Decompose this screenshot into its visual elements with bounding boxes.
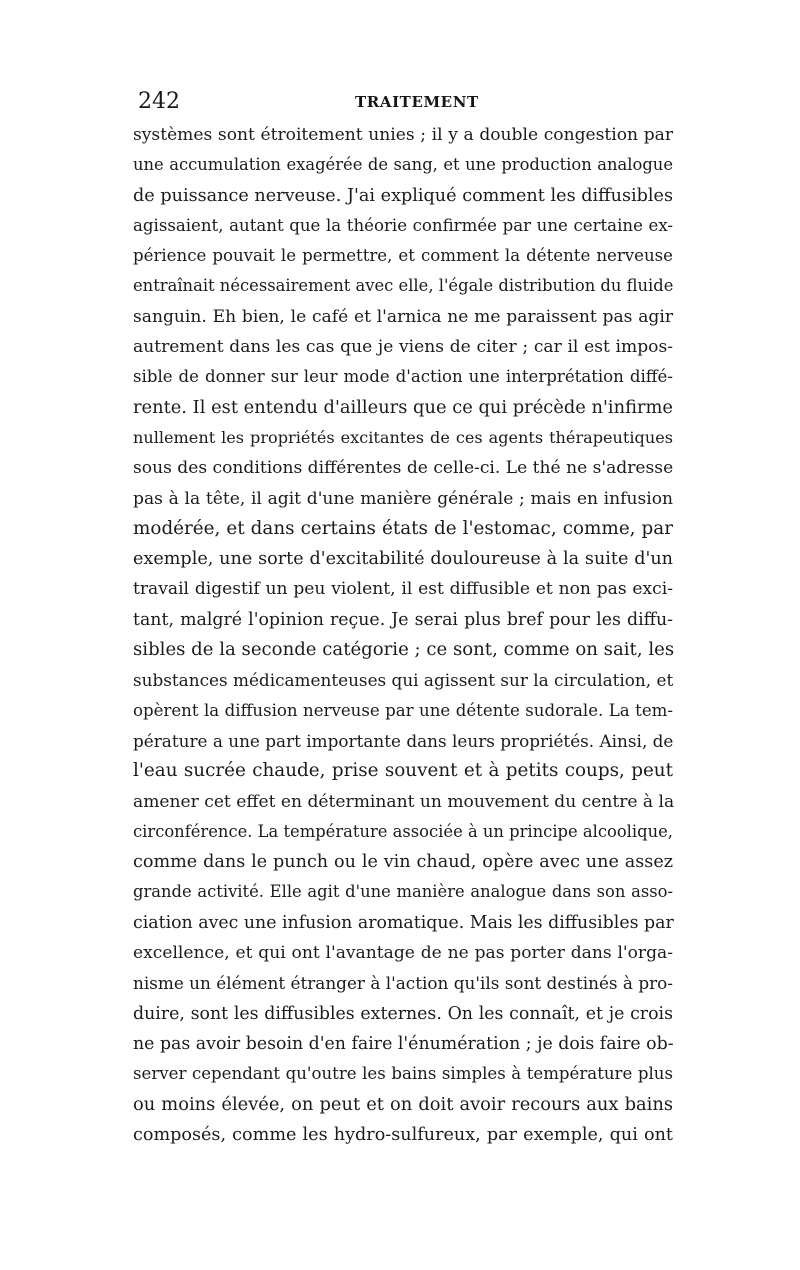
text-line: excellence, et qui ont l'avantage de ne pas porter dans l'orga- [133,943,673,964]
text-line: périence pouvait le permettre, et comment la détente nerveuse [133,246,673,266]
text-line: de puissance nerveuse. J'ai expliqué comment les diffusibles [133,185,673,206]
text-line: substances médicamenteuses qui agissent sur la circulation, et [133,670,674,691]
text-line: ciation avec une infusion aromatique. Mais les diffusibles par [133,912,674,933]
text-line: comme dans le punch ou le vin chaud, opère avec une assez [133,852,673,873]
running-title: TRAITEMENT [355,93,479,111]
text-line: travail digestif un peu violent, il est diffusible et non pas exci- [133,579,673,600]
text-line: modérée, et dans certains états de l'estomac, comme, par [133,517,673,539]
text-line: composés, comme les hydro-sulfureux, par exemple, qui ont [133,1124,673,1145]
text-line: opèrent la diffusion nerveuse par une détente sudorale. La tem- [133,700,673,720]
text-line: autrement dans les cas que je viens de citer ; car il est impos- [133,337,673,358]
text-line: exemple, une sorte d'excitabilité douloureuse à la suite d'un [133,549,673,570]
page-number: 242 [138,89,180,114]
text-line: duire, sont les diffusibles externes. On les connaît, et je crois [133,1003,673,1024]
running-head [133,89,673,115]
text-line: circonférence. La température associée à un principe alcoolique, [133,821,673,841]
text-line: pas à la tête, il agit d'une manière générale ; mais en infusion [133,488,673,509]
text-line: agissaient, autant que la théorie confirmée par une certaine ex- [133,215,673,235]
text-line: server cependant qu'outre les bains simples à température plus [133,1064,673,1084]
text-line: tant, malgré l'opinion reçue. Je serai plus bref pour les diffu- [133,609,673,630]
text-line: rente. Il est entendu d'ailleurs que ce qui précède n'infirme [133,396,673,418]
text-line: grande activité. Elle agit d'une manière analogue dans son asso- [133,882,673,902]
text-line: systèmes sont étroitement unies ; il y a double congestion par [133,125,673,145]
text-line: sible de donner sur leur mode d'action une interprétation diffé- [133,367,673,387]
text-line: sous des conditions différentes de celle-ci. Le thé ne s'adresse [133,458,674,479]
text-line: l'eau sucrée chaude, prise souvent et à petits coups, peut [133,760,673,782]
text-line: ne pas avoir besoin d'en faire l'énumération ; je dois faire ob- [133,1033,674,1054]
text-line: une accumulation exagérée de sang, et une production analogue [133,155,673,175]
text-line: sibles de la seconde catégorie ; ce sont, comme on sait, les [133,639,675,661]
text-line: amener cet effet en déterminant un mouvement du centre à la [133,791,675,812]
text-line: pérature a une part importante dans leurs propriétés. Ainsi, de [133,730,674,751]
text-line: entraînait nécessairement avec elle, l'égale distribution du fluide [133,276,674,296]
text-line: sanguin. Eh bien, le café et l'arnica ne me paraissent pas agir [133,306,673,327]
text-line: ou moins élevée, on peut et on doit avoir recours aux bains [133,1093,673,1115]
text-line: nullement les propriétés excitantes de ces agents thérapeutiques [133,427,673,447]
body-text [133,120,673,1150]
text-line: nisme un élément étranger à l'action qu'ils sont destinés à pro- [133,973,673,994]
